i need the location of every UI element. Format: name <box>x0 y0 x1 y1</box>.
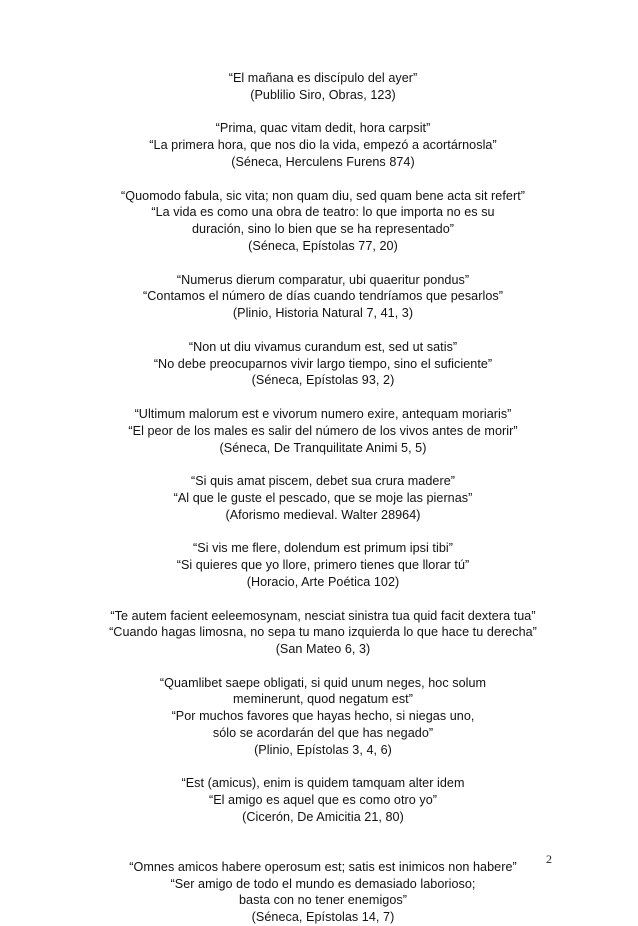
quote-translation: “El amigo es aquel que es como otro yo” <box>208 793 438 808</box>
quote-source: (Séneca, Herculens Furens 874) <box>231 154 415 169</box>
quote-source: (Horacio, Arte Poética 102) <box>246 574 400 589</box>
quote-latin: “Prima, quac vitam dedit, hora carpsit” <box>215 121 431 136</box>
quote-source: (Cicerón, De Amicitia 21, 80) <box>242 810 404 825</box>
quote-translation: “Ser amigo de todo el mundo es demasiado laborioso; <box>170 876 476 891</box>
quote-block <box>60 859 586 926</box>
quote-block <box>60 406 586 456</box>
quote-latin: “Si quis amat piscem, debet sua crura madere” <box>190 474 456 489</box>
quote-block <box>60 272 586 322</box>
quote-translation: “Al que le guste el pescado, que se moje las piernas” <box>173 490 473 505</box>
quote-block <box>60 120 586 170</box>
page-number: 2 <box>546 852 552 866</box>
quote-block <box>60 675 586 759</box>
quote-translation: “El peor de los males es salir del número de los vivos antes de morir” <box>128 423 518 438</box>
quote-block <box>60 473 586 523</box>
quote-latin: “Est (amicus), enim is quidem tamquam alter idem <box>181 776 465 791</box>
quote-translation: “Cuando hagas limosna, no sepa tu mano izquierda lo que hace tu derecha” <box>109 625 537 640</box>
quote-line: “El mañana es discípulo del ayer” <box>228 71 418 85</box>
quote-translation: “Por muchos favores que hayas hecho, si niegas uno, <box>171 709 475 724</box>
quote-translation: sólo se acordarán del que has negado” <box>212 726 434 741</box>
quote-translation: “La primera hora, que nos dio la vida, empezó a acortárnosla” <box>149 138 497 153</box>
quote-source: (San Mateo 6, 3) <box>275 642 371 657</box>
quote-source: (Plinio, Epístolas 3, 4, 6) <box>254 742 392 757</box>
quote-translation: “La vida es como una obra de teatro: lo que importa no es su <box>151 205 495 220</box>
quote-source: (Séneca, De Tranquilitate Animi 5, 5) <box>219 440 427 455</box>
quote-translation: basta con no tener enemigos” <box>238 893 408 908</box>
quote-source: (Publilio Siro, Obras, 123) <box>250 87 396 102</box>
quote-block <box>60 540 586 590</box>
quote-translation: “No debe preocuparnos vivir largo tiempo, sino el suficiente” <box>153 356 493 371</box>
quote-source: (Aforismo medieval. Walter 28964) <box>225 507 421 522</box>
quote-latin: “Non ut diu vivamus curandum est, sed ut satis” <box>188 339 458 354</box>
quote-translation: “Contamos el número de días cuando tendríamos que pesarlos” <box>143 289 503 304</box>
quote-source: (Plinio, Historia Natural 7, 41, 3) <box>232 306 414 321</box>
quote-latin: “Omnes amicos habere operosum est; satis est inimicos non habere” <box>129 859 517 874</box>
quote-translation: duración, sino lo bien que se ha representado” <box>191 222 455 237</box>
quote-latin: “Numerus dierum comparatur, ubi quaeritur pondus” <box>176 272 470 287</box>
quote-block <box>60 608 586 658</box>
quote-latin: meminerunt, quod negatum est” <box>233 692 413 707</box>
quote-latin: “Quomodo fabula, sic vita; non quam diu, sed quam bene acta sit refert” <box>121 188 525 203</box>
quote-block <box>60 70 586 104</box>
quote-latin: “Si vis me flere, dolendum est primum ipsi tibi” <box>193 541 453 556</box>
quote-translation: “Si quieres que yo llore, primero tienes que llorar tú” <box>176 558 470 573</box>
quote-latin: “Quamlibet saepe obligati, si quid unum neges, hoc solum <box>159 675 487 690</box>
quotes-column <box>60 70 586 926</box>
quote-source: (Séneca, Epístolas 77, 20) <box>248 238 398 253</box>
quote-block <box>60 339 586 389</box>
quote-source: (Séneca, Epístolas 93, 2) <box>251 373 395 388</box>
quote-block <box>60 775 586 825</box>
quote-block <box>60 188 586 255</box>
quote-latin: “Te autem facient eeleemosynam, nesciat sinistra tua quid facit dextera tua” <box>110 608 536 623</box>
quote-latin: “Ultimum malorum est e vivorum numero exire, antequam moriaris” <box>134 406 512 421</box>
quote-source: (Séneca, Epístolas 14, 7) <box>251 910 395 925</box>
